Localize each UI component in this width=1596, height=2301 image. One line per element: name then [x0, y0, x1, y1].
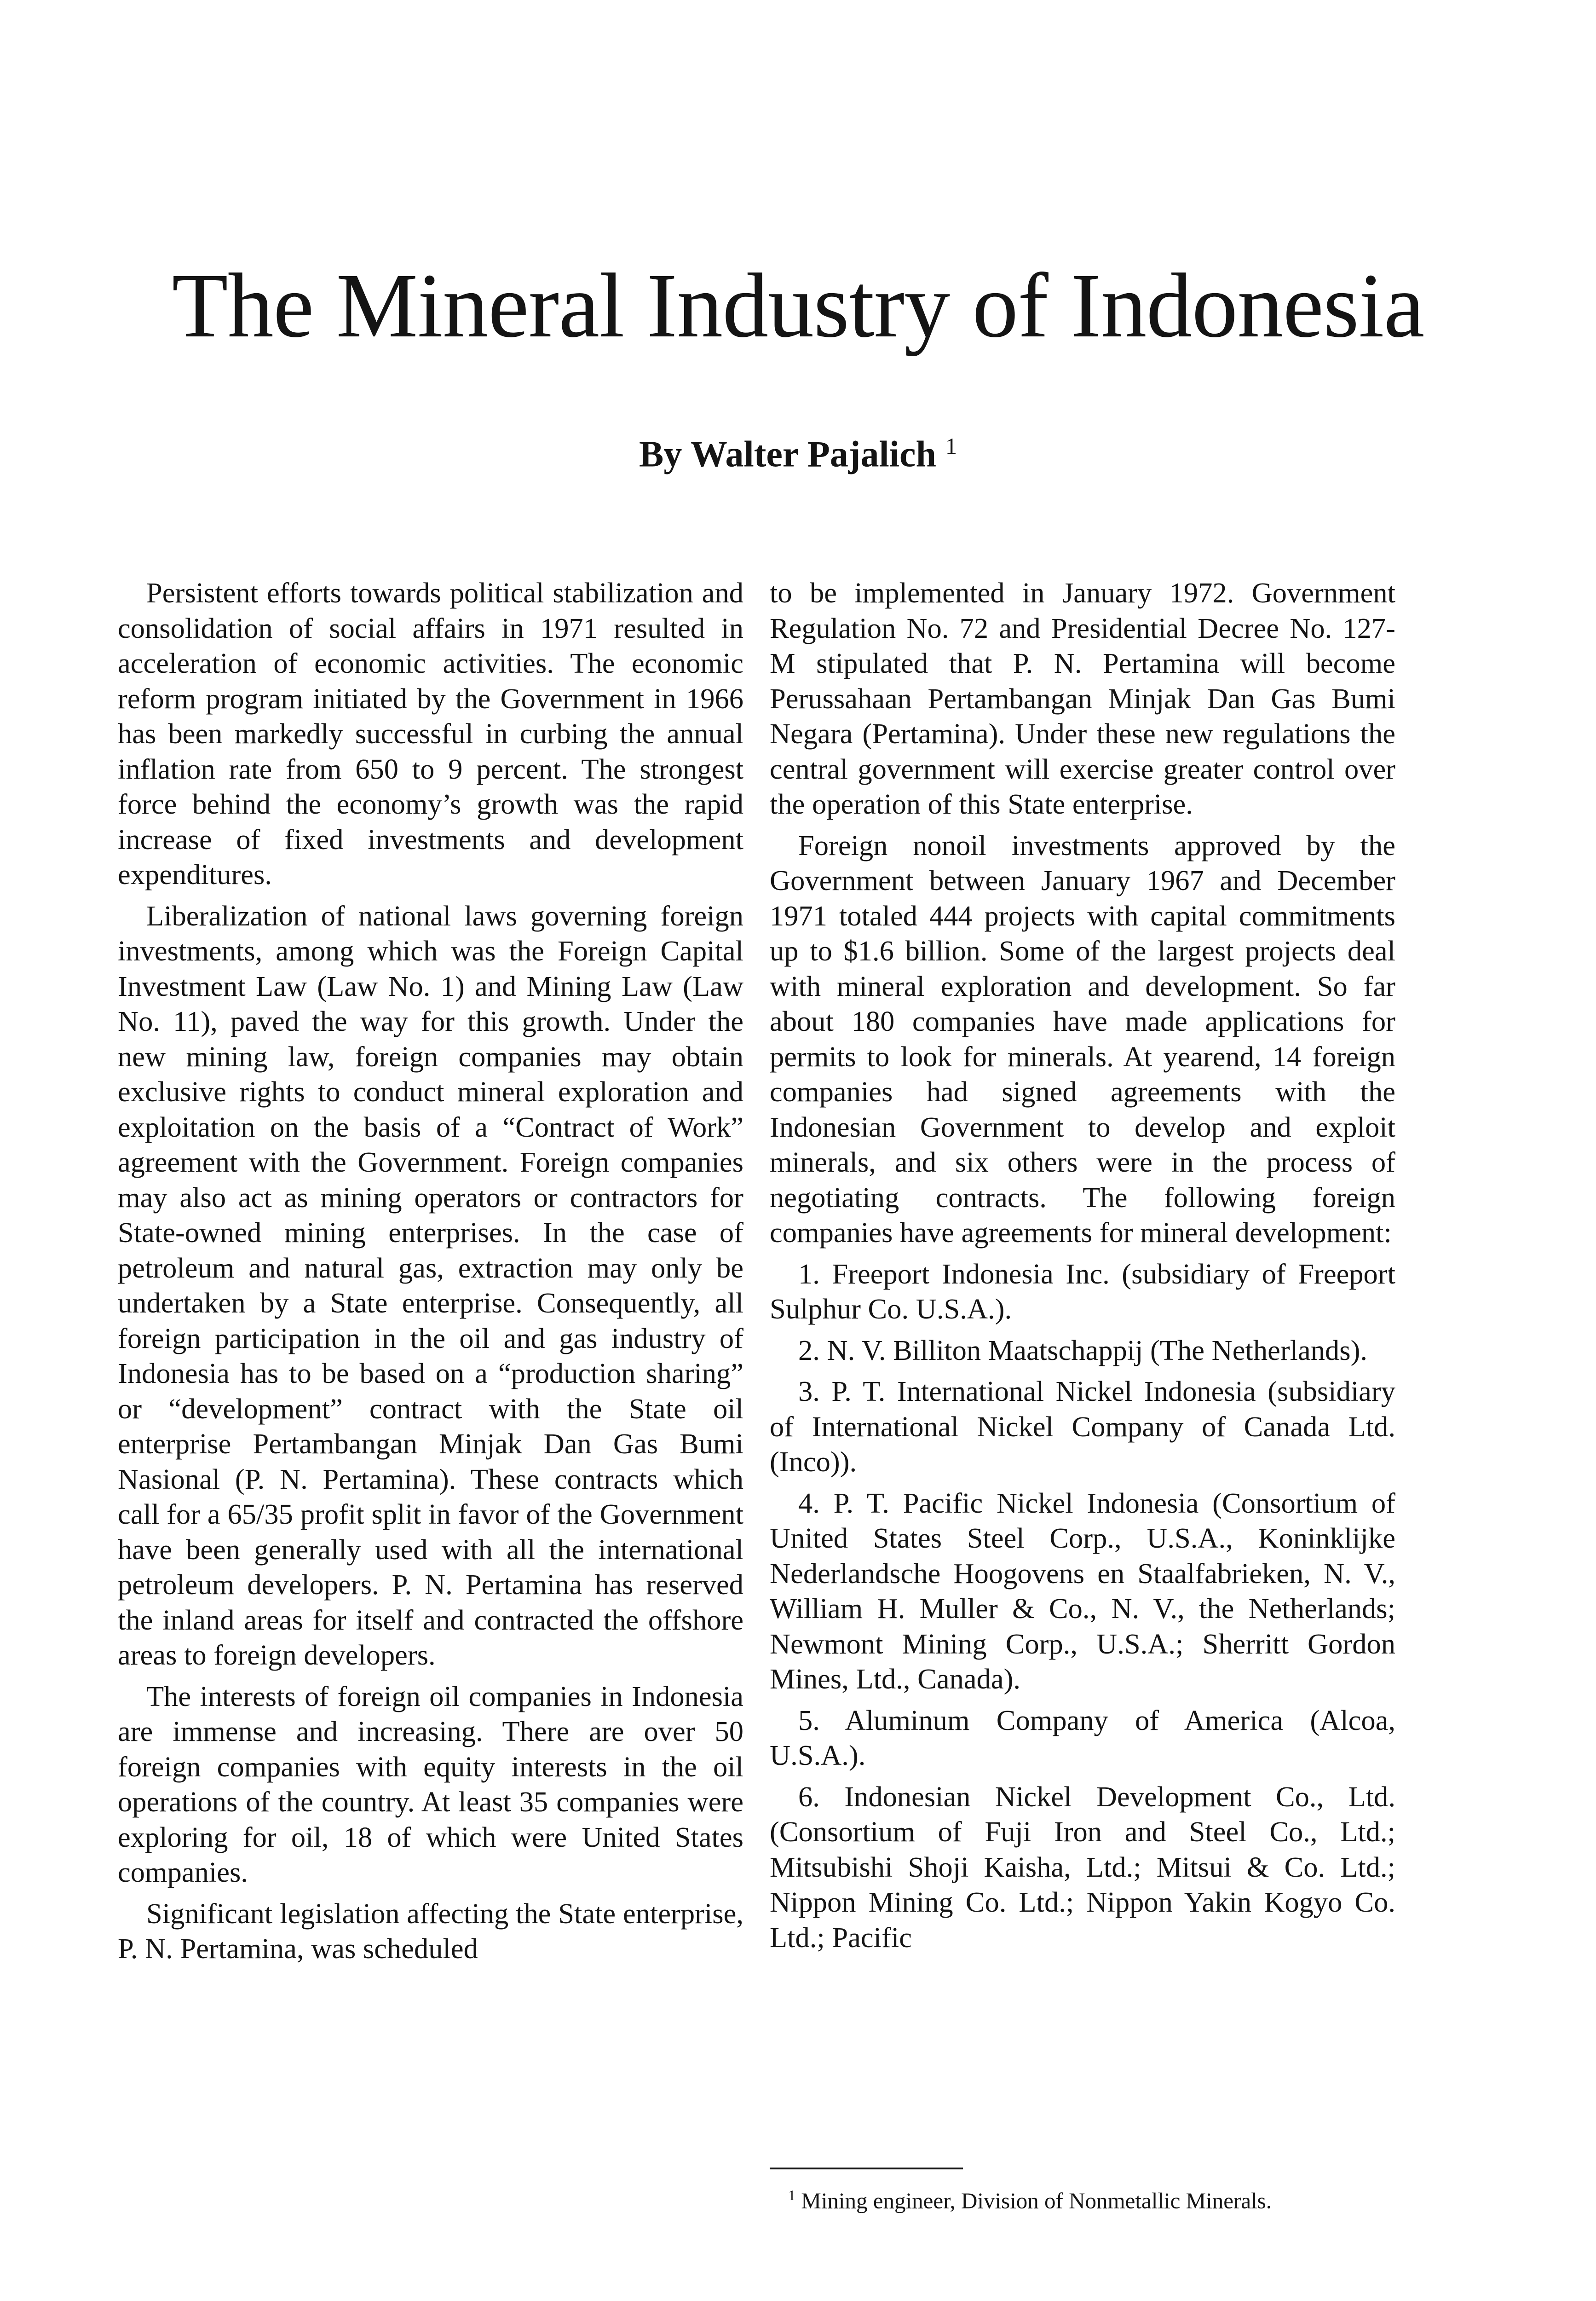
- footnote-divider: [770, 2168, 963, 2169]
- list-item-indonesian-nickel: 6. Indonesian Nickel Development Co., Ltd. (Consortium of Fuji Iron and Steel Co., Ltd.; Mitsubishi Shoji Kaisha, Ltd.; Mitsui & Co. Ltd.; Nippon Mining Co. Ltd.; Nippon Yakin Kogyo Co. Ltd.; Pacific: [770, 1780, 1395, 1954]
- list-item-inco: 3. P. T. International Nickel Indonesia (subsidiary of International Nickel Company of Canada Ltd. (Inco)).: [770, 1375, 1395, 1478]
- byline-footnote-marker: 1: [945, 433, 957, 459]
- paragraph-legislation-continued: to be implemented in January 1972. Government Regulation No. 72 and Presidential Decree No. 127-M stipulated that P. N. Pertamina will become Perussahaan Pertambangan Minjak Dan Gas Bumi Negara (Pertamina). Under these new regulations the central government will exercise greater control over the operation of this State enterprise.: [770, 577, 1395, 820]
- left-column: [118, 575, 743, 1972]
- list-item-alcoa: 5. Aluminum Company of America (Alcoa, U.S.A.).: [770, 1704, 1395, 1771]
- paragraph-oil-companies: The interests of foreign oil companies in Indonesia are immense and increasing. There are over 50 foreign companies with equity interests in the oil operations of the country. At least 35 companies were exploring for oil, 18 of which were United States companies.: [118, 1680, 743, 1888]
- list-item-billiton: 2. N. V. Billiton Maatschappij (The Netherlands).: [798, 1334, 1368, 1366]
- paragraph-legislation: Significant legislation affecting the State enterprise, P. N. Pertamina, was scheduled: [118, 1897, 743, 1965]
- footnote-text: Mining engineer, Division of Nonmetallic Minerals.: [801, 2188, 1272, 2214]
- right-column: [770, 575, 1395, 1961]
- byline: [0, 433, 1596, 476]
- paragraph-nonoil-investments: Foreign nonoil investments approved by the Government between January 1967 and December 1971 totaled 444 projects with capital commitments up to $1.6 billion. Some of the largest projects deal with mineral exploration and development. So far about 180 companies have made applications for permits to look for minerals. At yearend, 14 foreign companies had signed agreements with the Indonesian Government to develop and exploit minerals, and six others were in the process of negotiating contracts. The following foreign companies have agreements for mineral development:: [770, 829, 1395, 1249]
- paragraph-liberalization: Liberalization of national laws governing foreign investments, among which was the Foreign Capital Investment Law (Law No. 1) and Mining Law (Law No. 11), paved the way for this growth. Under the new mining law, foreign companies may obtain exclusive rights to conduct mineral exploration and exploitation on the basis of a “Contract of Work” agreement with the Government. Foreign companies may also act as mining operators or contractors for State-owned mining enterprises. In the case of petroleum and natural gas, extraction may only be undertaken by a State enterprise. Consequently, all foreign participation in the oil and gas industry of Indonesia has to be based on a “production sharing” or “development” contract with the State oil enterprise Pertambangan Minjak Dan Gas Bumi Nasional (P. N. Pertamina). These contracts which call for a 65/35 profit split in favor of the Government have been generally used with all the international petroleum developers. P. N. Pertamina has reserved the inland areas for itself and contracted the offshore areas to foreign developers.: [118, 899, 743, 1671]
- paragraph-economy: Persistent efforts towards political stabilization and consolidation of social affairs in 1971 resulted in acceleration of economic activities. The economic reform program initiated by the Government in 1966 has been markedly successful in curbing the annual inflation rate from 650 to 9 percent. The strongest force behind the economy’s growth was the rapid increase of fixed investments and development expenditures.: [118, 577, 743, 890]
- author-name: By Walter Pajalich: [639, 434, 936, 475]
- page-title: The Mineral Industry of Indonesia: [172, 255, 1424, 357]
- footnote-marker: 1: [788, 2187, 795, 2203]
- list-item-pacific-nickel: 4. P. T. Pacific Nickel Indonesia (Consortium of United States Steel Corp., U.S.A., Koninklijke Nederlandsche Hoogovens en Staalfabrieken, N. V., William H. Muller & Co., N. V., the Netherlands; Newmont Mining Corp., U.S.A.; Sherritt Gordon Mines, Ltd., Canada).: [770, 1486, 1395, 1695]
- footnote: [770, 2181, 1395, 2214]
- list-item-freeport: 1. Freeport Indonesia Inc. (subsidiary of Freeport Sulphur Co. U.S.A.).: [770, 1257, 1395, 1325]
